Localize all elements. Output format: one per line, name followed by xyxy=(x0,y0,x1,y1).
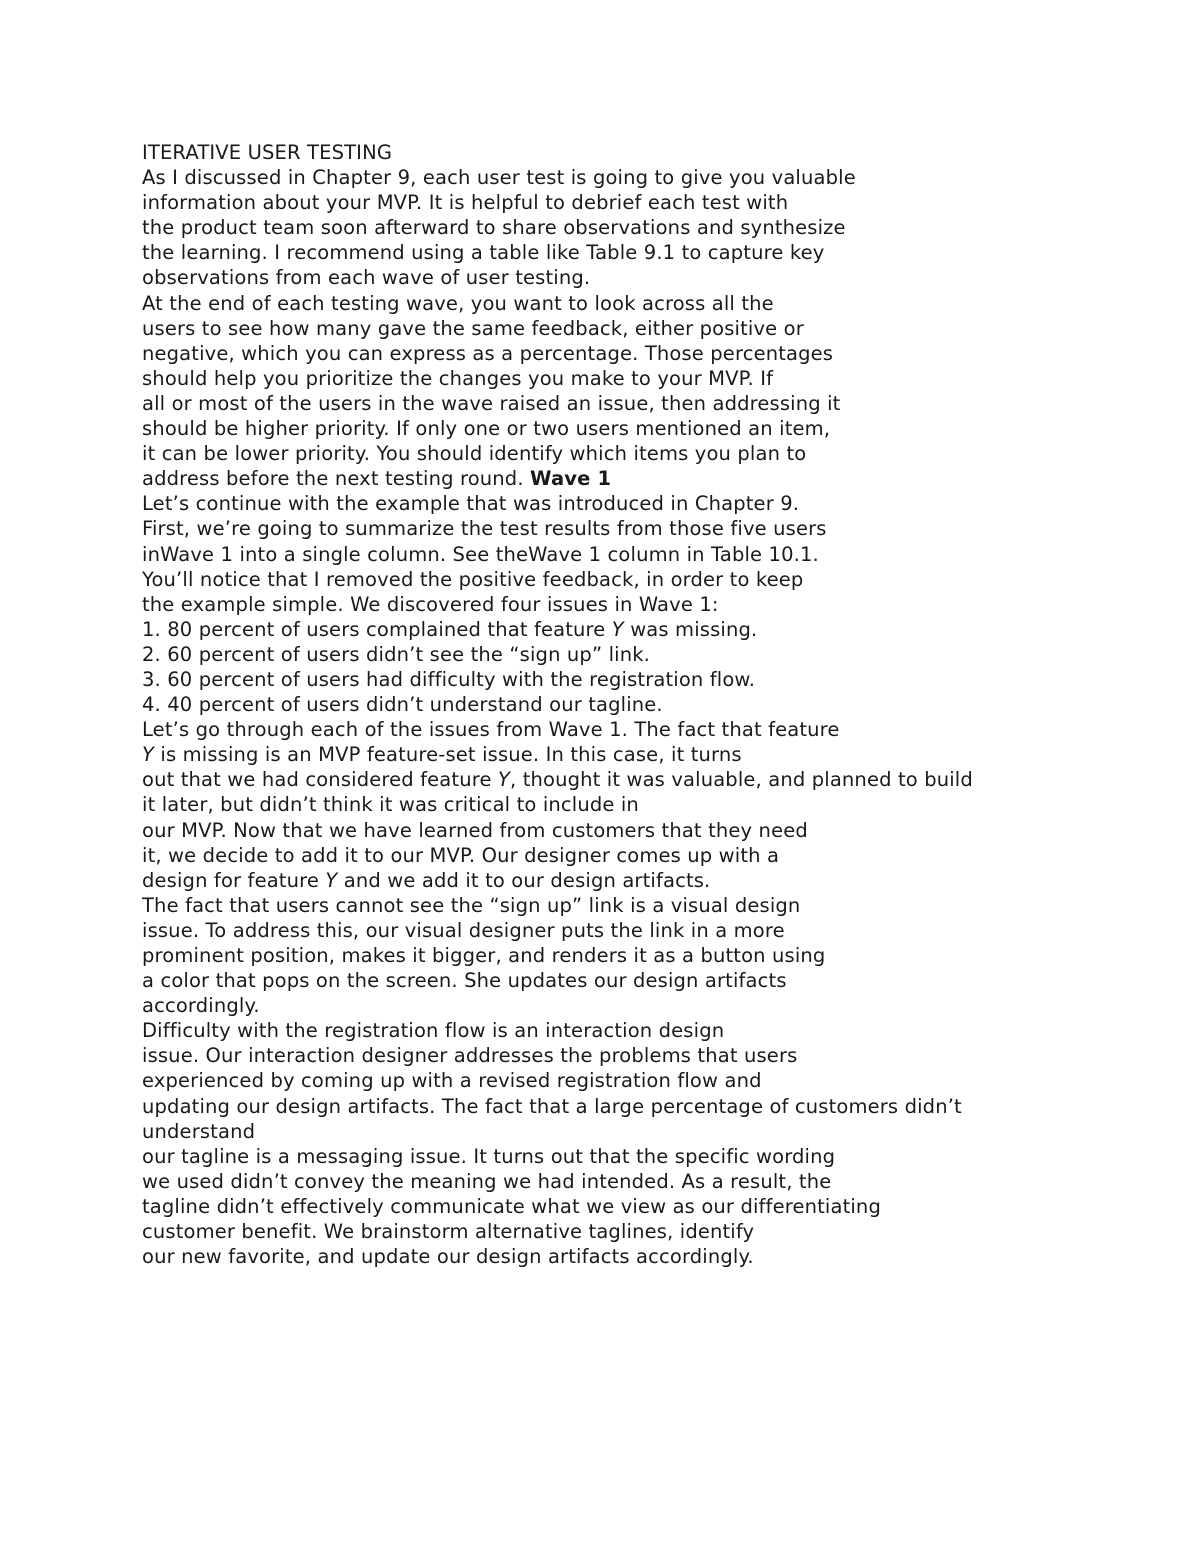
text-line: our new favorite, and update our design artifacts accordingly. xyxy=(142,1245,754,1269)
text-line: issue. To address this, our visual designer puts the link in a more xyxy=(142,918,785,942)
text-line: the example simple. We discovered four issues in Wave 1: xyxy=(142,592,719,616)
subheading-wave-1: Wave 1 xyxy=(530,467,612,491)
text-line: updating our design artifacts. The fact that a large percentage of customers didn’t xyxy=(142,1094,962,1118)
text-line: The fact that users cannot see the “sign up” link is a visual design xyxy=(142,893,801,917)
text-line: address before the next testing round. Wave 1 xyxy=(142,467,612,491)
section-heading: ITERATIVE USER TESTING xyxy=(142,141,393,164)
text-line: it later, but didn’t think it was critical to include in xyxy=(142,793,639,817)
text-line: First, we’re going to summarize the test results from those five users xyxy=(142,517,827,541)
text-line: issue. Our interaction designer addresses the problems that users xyxy=(142,1044,798,1068)
text-line: tagline didn’t effectively communicate what we view as our differentiating xyxy=(142,1194,881,1218)
text-line: our tagline is a messaging issue. It turns out that the specific wording xyxy=(142,1144,836,1168)
list-item: 3. 60 percent of users had difficulty with the registration flow. xyxy=(142,667,756,691)
document-body xyxy=(142,140,1142,1269)
text-line: Y is missing is an MVP feature-set issue. In this case, it turns xyxy=(142,743,742,767)
text-line: customer benefit. We brainstorm alternative taglines, identify xyxy=(142,1220,755,1244)
text-line: we used didn’t convey the meaning we had intended. As a result, the xyxy=(142,1169,832,1193)
text-line: Difficulty with the registration flow is an interaction design xyxy=(142,1019,725,1043)
text-line: inWave 1 into a single column. See theWave 1 column in Table 10.1. xyxy=(142,542,819,566)
text-line: design for feature Y and we add it to our design artifacts. xyxy=(142,868,711,892)
text-line: information about your MVP. It is helpful to debrief each test with xyxy=(142,191,789,215)
text-line: a color that pops on the screen. She updates our design artifacts xyxy=(142,969,787,993)
list-item: 2. 60 percent of users didn’t see the “sign up” link. xyxy=(142,642,650,666)
text-line: Let’s go through each of the issues from Wave 1. The fact that feature xyxy=(142,718,840,742)
text-line: accordingly. xyxy=(142,994,260,1018)
list-item: 4. 40 percent of users didn’t understand our tagline. xyxy=(142,693,663,717)
text-line: prominent position, makes it bigger, and renders it as a button using xyxy=(142,944,826,967)
text-line: the product team soon afterward to share observations and synthesize xyxy=(142,216,846,240)
text-line: our MVP. Now that we have learned from customers that they need xyxy=(142,818,808,842)
text-line: should be higher priority. If only one or two users mentioned an item, xyxy=(142,417,831,441)
text-line: You’ll notice that I removed the positive feedback, in order to keep xyxy=(142,567,804,591)
text-line: it, we decide to add it to our MVP. Our designer comes up with a xyxy=(142,843,780,867)
list-item: 1. 80 percent of users complained that feature Y was missing. xyxy=(142,617,758,641)
text-line: out that we had considered feature Y, thought it was valuable, and planned to build xyxy=(142,768,973,792)
text-line: negative, which you can express as a percentage. Those percentages xyxy=(142,341,834,365)
text-line: experienced by coming up with a revised registration flow and xyxy=(142,1069,762,1093)
text-line: the learning. I recommend using a table like Table 9.1 to capture key xyxy=(142,241,825,265)
text-line: should help you prioritize the changes you make to your MVP. If xyxy=(142,366,774,390)
text-line: users to see how many gave the same feedback, either positive or xyxy=(142,316,804,340)
text-line: it can be lower priority. You should identify which items you plan to xyxy=(142,442,807,466)
text-line: all or most of the users in the wave raised an issue, then addressing it xyxy=(142,391,841,415)
text-line: Let’s continue with the example that was introduced in Chapter 9. xyxy=(142,492,800,516)
text-line: understand xyxy=(142,1119,256,1143)
text-line: At the end of each testing wave, you want to look across all the xyxy=(142,291,774,315)
text-line: As I discussed in Chapter 9, each user test is going to give you valuable xyxy=(142,166,856,190)
text-line: observations from each wave of user testing. xyxy=(142,266,591,290)
